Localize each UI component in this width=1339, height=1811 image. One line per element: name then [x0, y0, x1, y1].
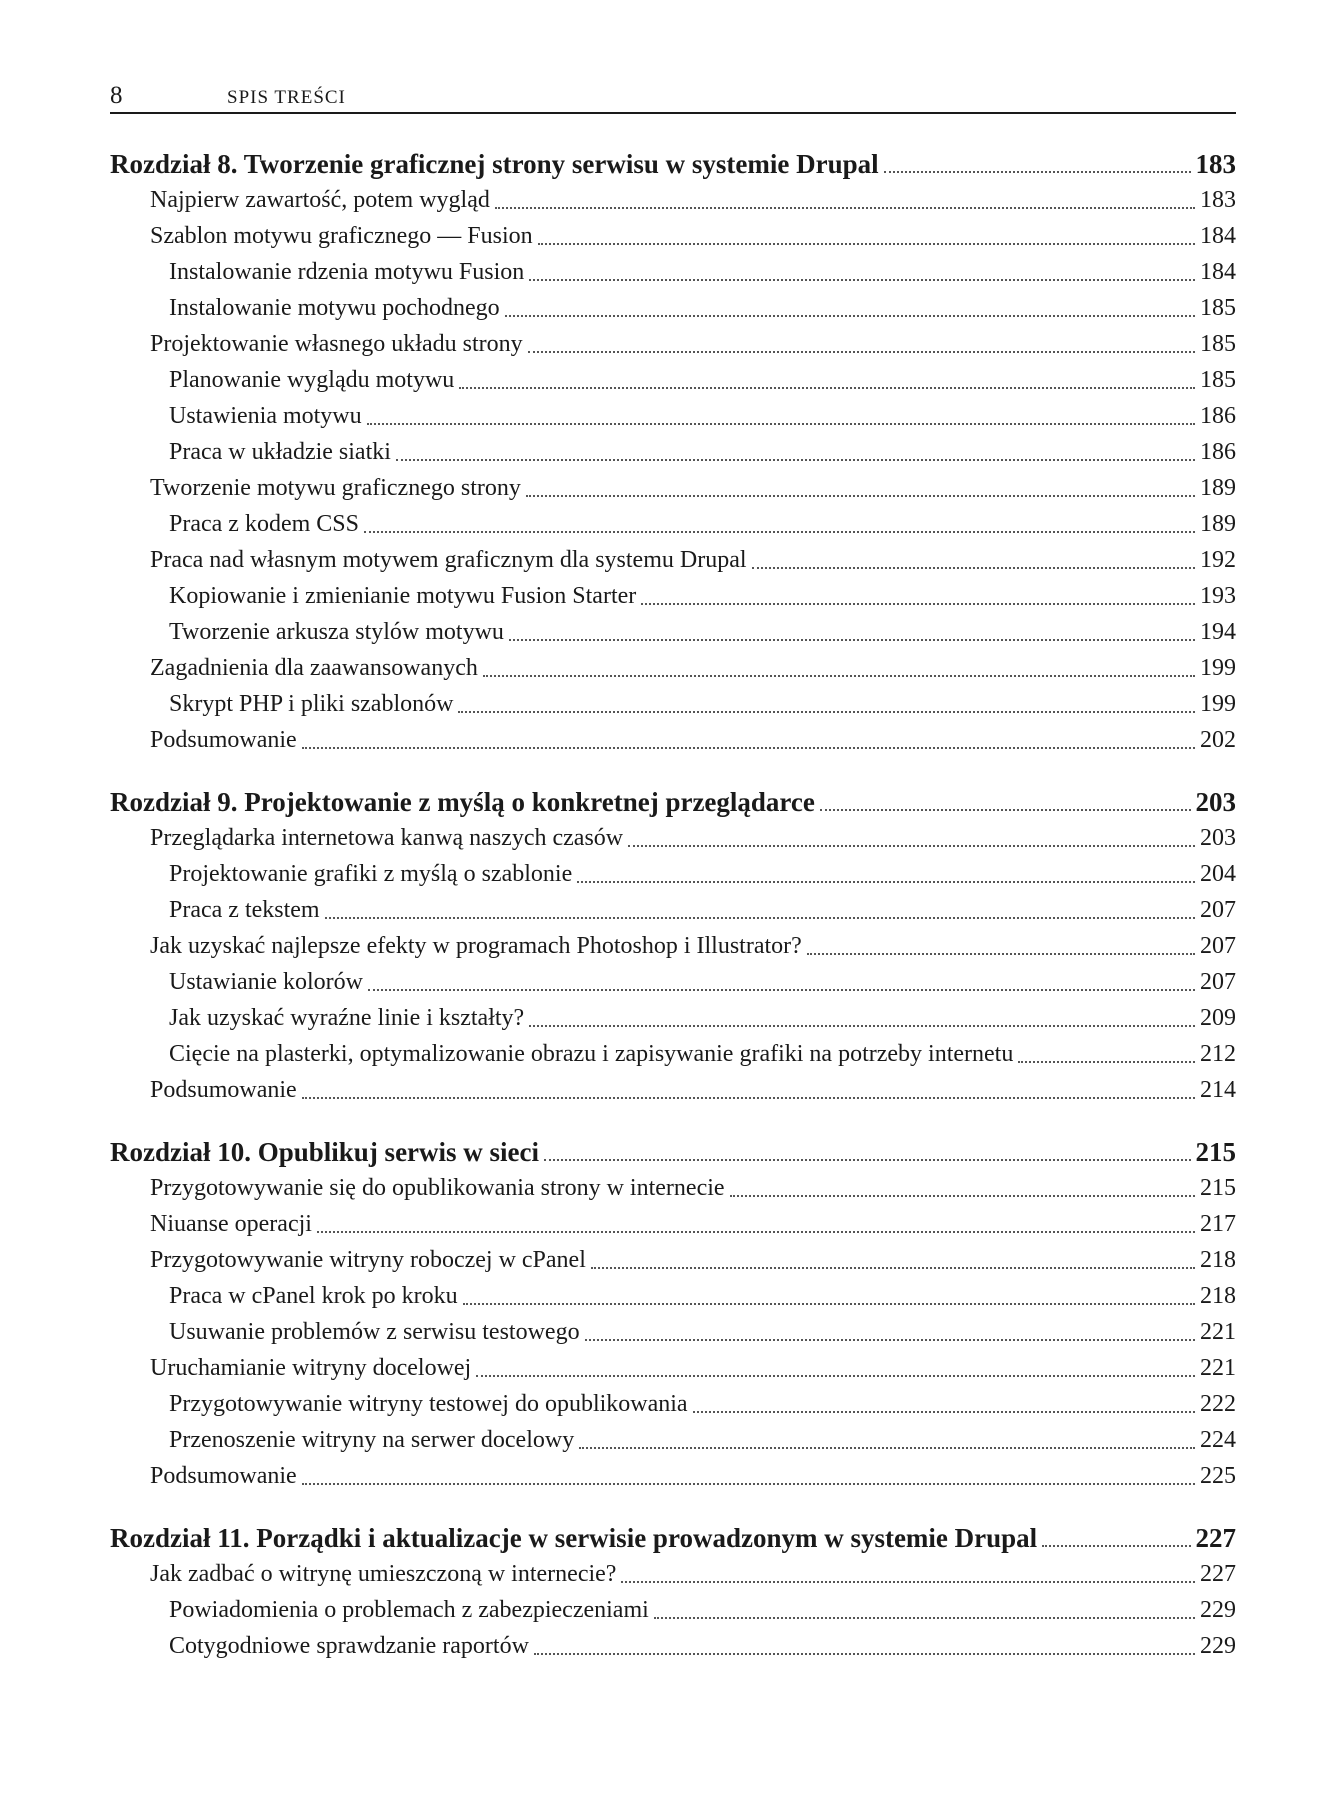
toc-entry-title: Kopiowanie i zmienianie motywu Fusion Starter — [169, 583, 637, 609]
toc-entry-title: Jak zadbać o witrynę umieszczoną w internecie? — [150, 1561, 617, 1587]
dot-leader — [1018, 1060, 1195, 1063]
toc-section-entry — [110, 1000, 1236, 1036]
toc-entry-page: 207 — [1200, 897, 1236, 923]
toc-entry-page: 186 — [1200, 439, 1236, 465]
dot-leader — [368, 988, 1195, 991]
toc-entry-title: Najpierw zawartość, potem wygląd — [150, 187, 490, 213]
toc-chapter-entry — [110, 784, 1236, 820]
dot-leader — [577, 880, 1195, 883]
toc-section-entry — [110, 686, 1236, 722]
toc-entry-title: Przenoszenie witryny na serwer docelowy — [169, 1427, 575, 1453]
toc-entry-title: Jak uzyskać najlepsze efekty w programach Photoshop i Illustrator? — [150, 933, 802, 959]
toc-section-entry — [110, 964, 1236, 1000]
toc-entry-title: Rozdział 8. Tworzenie graficznej strony serwisu w systemie Drupal — [110, 149, 879, 179]
toc-entry-page: 199 — [1200, 655, 1236, 681]
dot-leader — [367, 422, 1195, 425]
dot-leader — [364, 530, 1195, 533]
dot-leader — [591, 1266, 1195, 1269]
toc-section-entry — [110, 506, 1236, 542]
toc-entry-title: Przeglądarka internetowa kanwą naszych czasów — [150, 825, 624, 851]
toc-section-entry — [110, 1458, 1236, 1494]
toc-section-entry — [110, 362, 1236, 398]
dot-leader — [534, 1652, 1195, 1655]
toc-entry-title: Uruchamianie witryny docelowej — [150, 1355, 472, 1381]
toc-entry-title: Planowanie wyglądu motywu — [169, 367, 455, 393]
toc-entry-page: 193 — [1200, 583, 1236, 609]
toc-section-entry — [110, 856, 1236, 892]
toc-entry-title: Praca w układzie siatki — [169, 439, 391, 465]
toc-section-entry — [110, 1072, 1236, 1108]
dot-leader — [628, 844, 1195, 847]
dot-leader — [317, 1230, 1195, 1233]
dot-leader — [509, 638, 1195, 641]
toc-entry-title: Rozdział 11. Porządki i aktualizacje w serwisie prowadzonym w systemie Drupal — [110, 1523, 1038, 1553]
table-of-contents — [110, 146, 1236, 1664]
dot-leader — [458, 710, 1195, 713]
toc-section-entry — [110, 1278, 1236, 1314]
dot-leader — [302, 746, 1195, 749]
toc-entry-page: 212 — [1200, 1041, 1236, 1067]
toc-section-entry — [110, 218, 1236, 254]
toc-entry-title: Podsumowanie — [150, 1077, 297, 1103]
dot-leader — [483, 674, 1195, 677]
toc-entry-title: Niuanse operacji — [150, 1211, 312, 1237]
toc-section-entry — [110, 820, 1236, 856]
toc-entry-title: Instalowanie rdzenia motywu Fusion — [169, 259, 525, 285]
toc-entry-title: Projektowanie własnego układu strony — [150, 331, 523, 357]
toc-section-entry — [110, 326, 1236, 362]
toc-section-entry — [110, 578, 1236, 614]
toc-entry-page: 218 — [1200, 1283, 1236, 1309]
toc-section-entry — [110, 722, 1236, 758]
toc-section-entry — [110, 398, 1236, 434]
dot-leader — [325, 916, 1195, 919]
toc-section-entry — [110, 1242, 1236, 1278]
dot-leader — [463, 1302, 1195, 1305]
toc-entry-title: Instalowanie motywu pochodnego — [169, 295, 500, 321]
toc-entry-page: 204 — [1200, 861, 1236, 887]
toc-section-entry — [110, 1592, 1236, 1628]
dot-leader — [579, 1446, 1195, 1449]
toc-section-entry — [110, 928, 1236, 964]
toc-chapter-entry — [110, 146, 1236, 182]
dot-leader — [752, 566, 1195, 569]
dot-leader — [529, 278, 1195, 281]
toc-entry-page: 185 — [1200, 295, 1236, 321]
toc-entry-title: Cięcie na plasterki, optymalizowanie obrazu i zapisywanie grafiki na potrzeby internetu — [169, 1041, 1014, 1067]
dot-leader — [544, 1158, 1190, 1161]
toc-entry-page: 192 — [1200, 547, 1236, 573]
toc-entry-page: 202 — [1200, 727, 1236, 753]
toc-entry-page: 221 — [1200, 1319, 1236, 1345]
toc-entry-page: 184 — [1200, 259, 1236, 285]
toc-section-entry — [110, 1206, 1236, 1242]
toc-entry-title: Skrypt PHP i pliki szablonów — [169, 691, 454, 717]
toc-section-entry — [110, 892, 1236, 928]
toc-entry-page: 203 — [1200, 825, 1236, 851]
toc-entry-title: Projektowanie grafiki z myślą o szablonie — [169, 861, 573, 887]
dot-leader — [538, 242, 1195, 245]
toc-entry-title: Powiadomienia o problemach z zabezpieczeniami — [169, 1597, 649, 1623]
toc-chapter-entry — [110, 1134, 1236, 1170]
toc-section-entry — [110, 434, 1236, 470]
dot-leader — [505, 314, 1195, 317]
page-number: 8 — [110, 82, 123, 109]
toc-entry-page: 221 — [1200, 1355, 1236, 1381]
toc-entry-title: Praca nad własnym motywem graficznym dla systemu Drupal — [150, 547, 747, 573]
running-title: SPIS TREŚCI — [227, 87, 346, 108]
toc-entry-page: 229 — [1200, 1597, 1236, 1623]
toc-section-entry — [110, 1314, 1236, 1350]
toc-section-entry — [110, 470, 1236, 506]
dot-leader — [693, 1410, 1195, 1413]
toc-entry-title: Przygotowywanie się do opublikowania strony w internecie — [150, 1175, 725, 1201]
toc-entry-page: 184 — [1200, 223, 1236, 249]
toc-entry-page: 227 — [1195, 1523, 1236, 1553]
running-header — [110, 76, 1236, 114]
toc-entry-page: 189 — [1200, 511, 1236, 537]
toc-section-entry — [110, 1422, 1236, 1458]
toc-entry-title: Ustawianie kolorów — [169, 969, 363, 995]
toc-entry-title: Zagadnienia dla zaawansowanych — [150, 655, 478, 681]
dot-leader — [302, 1096, 1195, 1099]
toc-section-entry — [110, 1350, 1236, 1386]
toc-section-entry — [110, 290, 1236, 326]
dot-leader — [526, 494, 1195, 497]
toc-entry-page: 215 — [1195, 1137, 1236, 1167]
toc-entry-page: 185 — [1200, 331, 1236, 357]
toc-entry-page: 225 — [1200, 1463, 1236, 1489]
toc-section-entry — [110, 1556, 1236, 1592]
dot-leader — [396, 458, 1195, 461]
toc-section-entry — [110, 542, 1236, 578]
toc-entry-title: Praca z tekstem — [169, 897, 320, 923]
toc-entry-page: 207 — [1200, 969, 1236, 995]
toc-entry-page: 183 — [1195, 149, 1236, 179]
toc-entry-page: 218 — [1200, 1247, 1236, 1273]
toc-entry-page: 209 — [1200, 1005, 1236, 1031]
toc-entry-page: 203 — [1195, 787, 1236, 817]
toc-section-entry — [110, 254, 1236, 290]
toc-section-entry — [110, 1386, 1236, 1422]
toc-entry-title: Tworzenie arkusza stylów motywu — [169, 619, 504, 645]
toc-section-entry — [110, 1170, 1236, 1206]
toc-entry-title: Rozdział 9. Projektowanie z myślą o konkretnej przeglądarce — [110, 787, 815, 817]
toc-entry-page: 217 — [1200, 1211, 1236, 1237]
dot-leader — [641, 602, 1195, 605]
dot-leader — [807, 952, 1195, 955]
toc-entry-page: 199 — [1200, 691, 1236, 717]
toc-entry-page: 194 — [1200, 619, 1236, 645]
toc-entry-page: 207 — [1200, 933, 1236, 959]
toc-section-entry — [110, 1628, 1236, 1664]
toc-entry-title: Cotygodniowe sprawdzanie raportów — [169, 1633, 529, 1659]
toc-section-entry — [110, 1036, 1236, 1072]
toc-entry-page: 183 — [1200, 187, 1236, 213]
toc-entry-title: Jak uzyskać wyraźne linie i kształty? — [169, 1005, 525, 1031]
dot-leader — [495, 206, 1195, 209]
dot-leader — [476, 1374, 1195, 1377]
toc-entry-title: Przygotowywanie witryny testowej do opublikowania — [169, 1391, 688, 1417]
toc-entry-page: 227 — [1200, 1561, 1236, 1587]
dot-leader — [730, 1194, 1195, 1197]
toc-entry-page: 222 — [1200, 1391, 1236, 1417]
toc-section-entry — [110, 182, 1236, 218]
toc-entry-page: 214 — [1200, 1077, 1236, 1103]
toc-chapter-entry — [110, 1520, 1236, 1556]
toc-entry-page: 186 — [1200, 403, 1236, 429]
dot-leader — [302, 1482, 1195, 1485]
toc-entry-page: 185 — [1200, 367, 1236, 393]
toc-entry-title: Tworzenie motywu graficznego strony — [150, 475, 521, 501]
toc-entry-title: Praca w cPanel krok po kroku — [169, 1283, 458, 1309]
toc-entry-title: Rozdział 10. Opublikuj serwis w sieci — [110, 1137, 540, 1167]
toc-section-entry — [110, 614, 1236, 650]
dot-leader — [585, 1338, 1195, 1341]
toc-entry-title: Usuwanie problemów z serwisu testowego — [169, 1319, 580, 1345]
toc-entry-page: 189 — [1200, 475, 1236, 501]
toc-entry-title: Podsumowanie — [150, 1463, 297, 1489]
dot-leader — [528, 350, 1195, 353]
dot-leader — [820, 808, 1191, 811]
toc-entry-title: Szablon motywu graficznego — Fusion — [150, 223, 533, 249]
dot-leader — [459, 386, 1195, 389]
dot-leader — [654, 1616, 1195, 1619]
dot-leader — [621, 1580, 1195, 1583]
dot-leader — [1042, 1544, 1190, 1547]
toc-entry-page: 224 — [1200, 1427, 1236, 1453]
toc-section-entry — [110, 650, 1236, 686]
toc-entry-title: Praca z kodem CSS — [169, 511, 359, 537]
toc-entry-title: Przygotowywanie witryny roboczej w cPanel — [150, 1247, 586, 1273]
dot-leader — [884, 170, 1191, 173]
toc-entry-title: Ustawienia motywu — [169, 403, 362, 429]
toc-entry-page: 229 — [1200, 1633, 1236, 1659]
toc-entry-title: Podsumowanie — [150, 727, 297, 753]
toc-entry-page: 215 — [1200, 1175, 1236, 1201]
dot-leader — [529, 1024, 1195, 1027]
